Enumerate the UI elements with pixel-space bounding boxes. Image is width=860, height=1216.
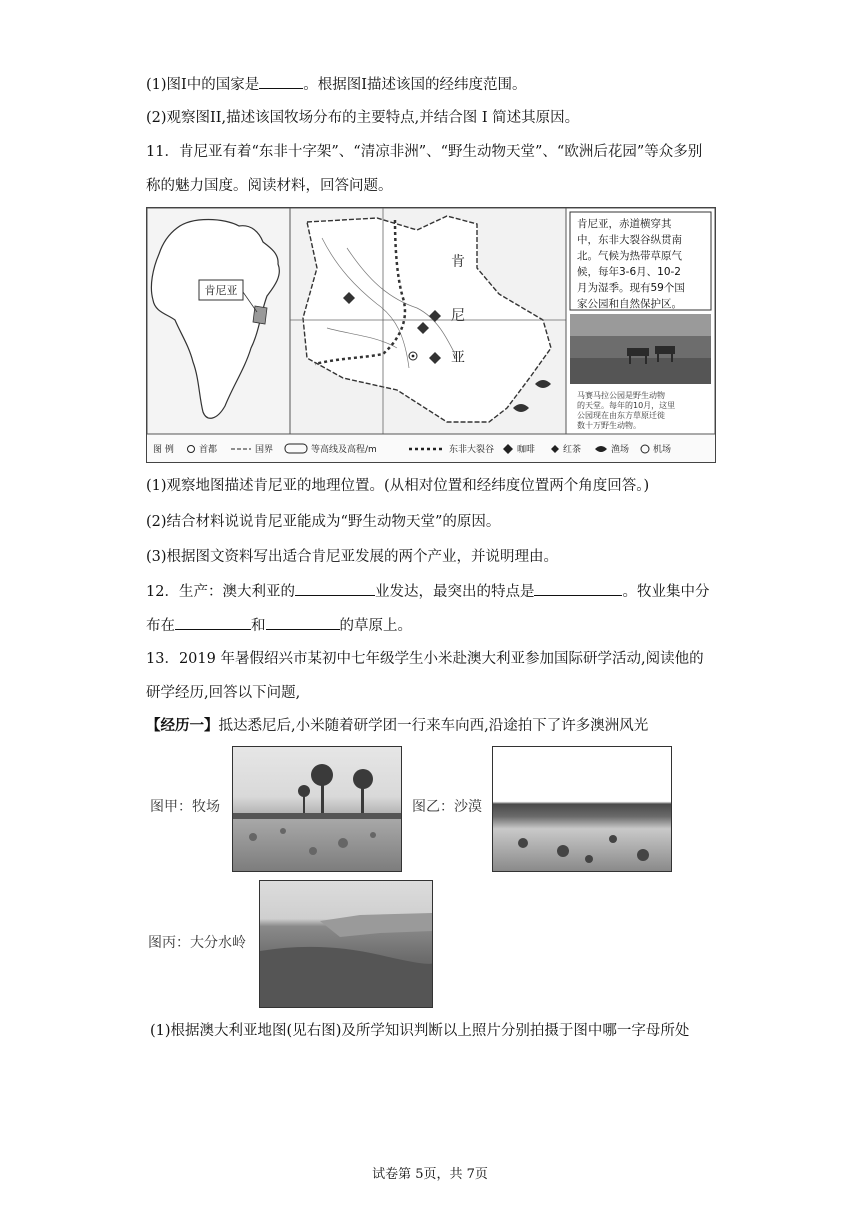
q10-sub1-before: (1)图I中的国家是	[146, 77, 260, 93]
q13-line2: 研学经历,回答以下问题,	[146, 685, 301, 701]
answer-blank	[534, 581, 622, 596]
q12-text-a: 12．生产：澳大利亚的	[146, 584, 295, 600]
legend-rift: 东非大裂谷	[449, 445, 495, 455]
q12-text-c: 。牧业集中分	[622, 584, 710, 600]
photo-caption-2: 的天堂。每年的10月，这里	[577, 401, 676, 410]
q13-line1: 13．2019 年暑假绍兴市某初中七年级学生小米赴澳大利亚参加国际研学活动,阅读他的	[146, 651, 704, 667]
q12-line2	[146, 615, 412, 636]
photo-caption-1: 马赛马拉公园是野生动物	[577, 391, 665, 400]
kenya-char-2: 尼	[451, 308, 465, 324]
q13-exp1	[146, 716, 648, 736]
photo-caption-4: 数十万野生动物。	[577, 421, 641, 430]
q12-text-d: 布在	[146, 618, 175, 634]
q12-text-e: 和	[251, 618, 266, 634]
info-line-6: 家公园和自然保护区。	[577, 298, 682, 310]
answer-blank	[259, 74, 303, 89]
info-line-1: 肯尼亚，赤道横穿其	[577, 218, 672, 230]
legend-capital: 首都	[199, 445, 218, 455]
legend-tea: 红茶	[563, 445, 582, 455]
q13-exp1-text: 抵达悉尼后,小米随着研学团一行来车向西,沿途拍下了许多澳洲风光	[218, 718, 649, 734]
dividing-range-photo	[259, 880, 433, 1008]
legend-border: 国界	[255, 445, 274, 455]
q11-sub1: (1)观察地图描述肯尼亚的地理位置。(从相对位置和经纬度位置两个角度回答。)	[146, 478, 650, 494]
info-line-5: 月为湿季。现有59个国	[577, 282, 685, 294]
kenya-map-figure	[146, 207, 716, 463]
answer-blank	[266, 615, 340, 630]
kenya-char-1: 肯	[451, 254, 465, 270]
legend-fishery: 渔场	[611, 445, 630, 455]
desert-photo	[492, 746, 672, 872]
legend-title: 图 例	[153, 445, 174, 455]
info-line-4: 候，每年3-6月、10-2	[577, 266, 681, 278]
photo1-label: 图甲：牧场	[150, 799, 220, 815]
africa-label: 肯尼亚	[204, 284, 238, 297]
legend-contour: 等高线及高程/m	[311, 445, 377, 455]
page-footer: 试卷第 5页，共 7页	[372, 1167, 488, 1182]
map-legend	[153, 443, 671, 455]
photo-caption-3: 公园现在由东方草原迁徙	[577, 411, 665, 420]
kenya-map-svg	[147, 208, 715, 462]
info-line-2: 中，东非大裂谷纵贯南	[577, 234, 682, 246]
answer-blank	[175, 615, 251, 630]
q13-exp1-tag: 【经历一】	[146, 717, 219, 734]
q11-intro-line1: 11．肯尼亚有着“东非十字架”、“清凉非洲”、“野生动物天堂”、“欧洲后花园”等众多别	[146, 144, 703, 160]
q10-sub1	[146, 74, 527, 95]
q12-text-f: 的草原上。	[339, 618, 412, 634]
q10-sub1-after: 。根据图I描述该国的经纬度范围。	[303, 77, 527, 93]
info-line-3: 北。气候为热带草原气	[577, 250, 682, 262]
q11-sub2: (2)结合材料说说肯尼亚能成为“野生动物天堂”的原因。	[146, 514, 501, 530]
photo2-label: 图乙：沙漠	[412, 799, 482, 815]
q11-sub3: (3)根据图文资料写出适合肯尼亚发展的两个产业，并说明理由。	[146, 549, 559, 565]
q13-sub1: (1)根据澳大利亚地图(见右图)及所学知识判断以上照片分别拍摄于图中哪一字母所处	[150, 1023, 690, 1039]
legend-coffee: 咖啡	[517, 445, 536, 455]
answer-blank	[295, 581, 375, 596]
kenya-char-3: 亚	[451, 350, 465, 366]
q12-line1	[146, 581, 709, 602]
q12-text-b: 业发达，最突出的特点是	[374, 584, 535, 600]
pasture-photo	[232, 746, 402, 872]
q11-intro-line2: 称的魅力国度。阅读材料，回答问题。	[146, 178, 393, 194]
q10-sub2: (2)观察图II,描述该国牧场分布的主要特点,并结合图 I 简述其原因。	[146, 110, 580, 126]
photo3-label: 图丙：大分水岭	[148, 935, 246, 951]
legend-airport: 机场	[653, 445, 672, 455]
